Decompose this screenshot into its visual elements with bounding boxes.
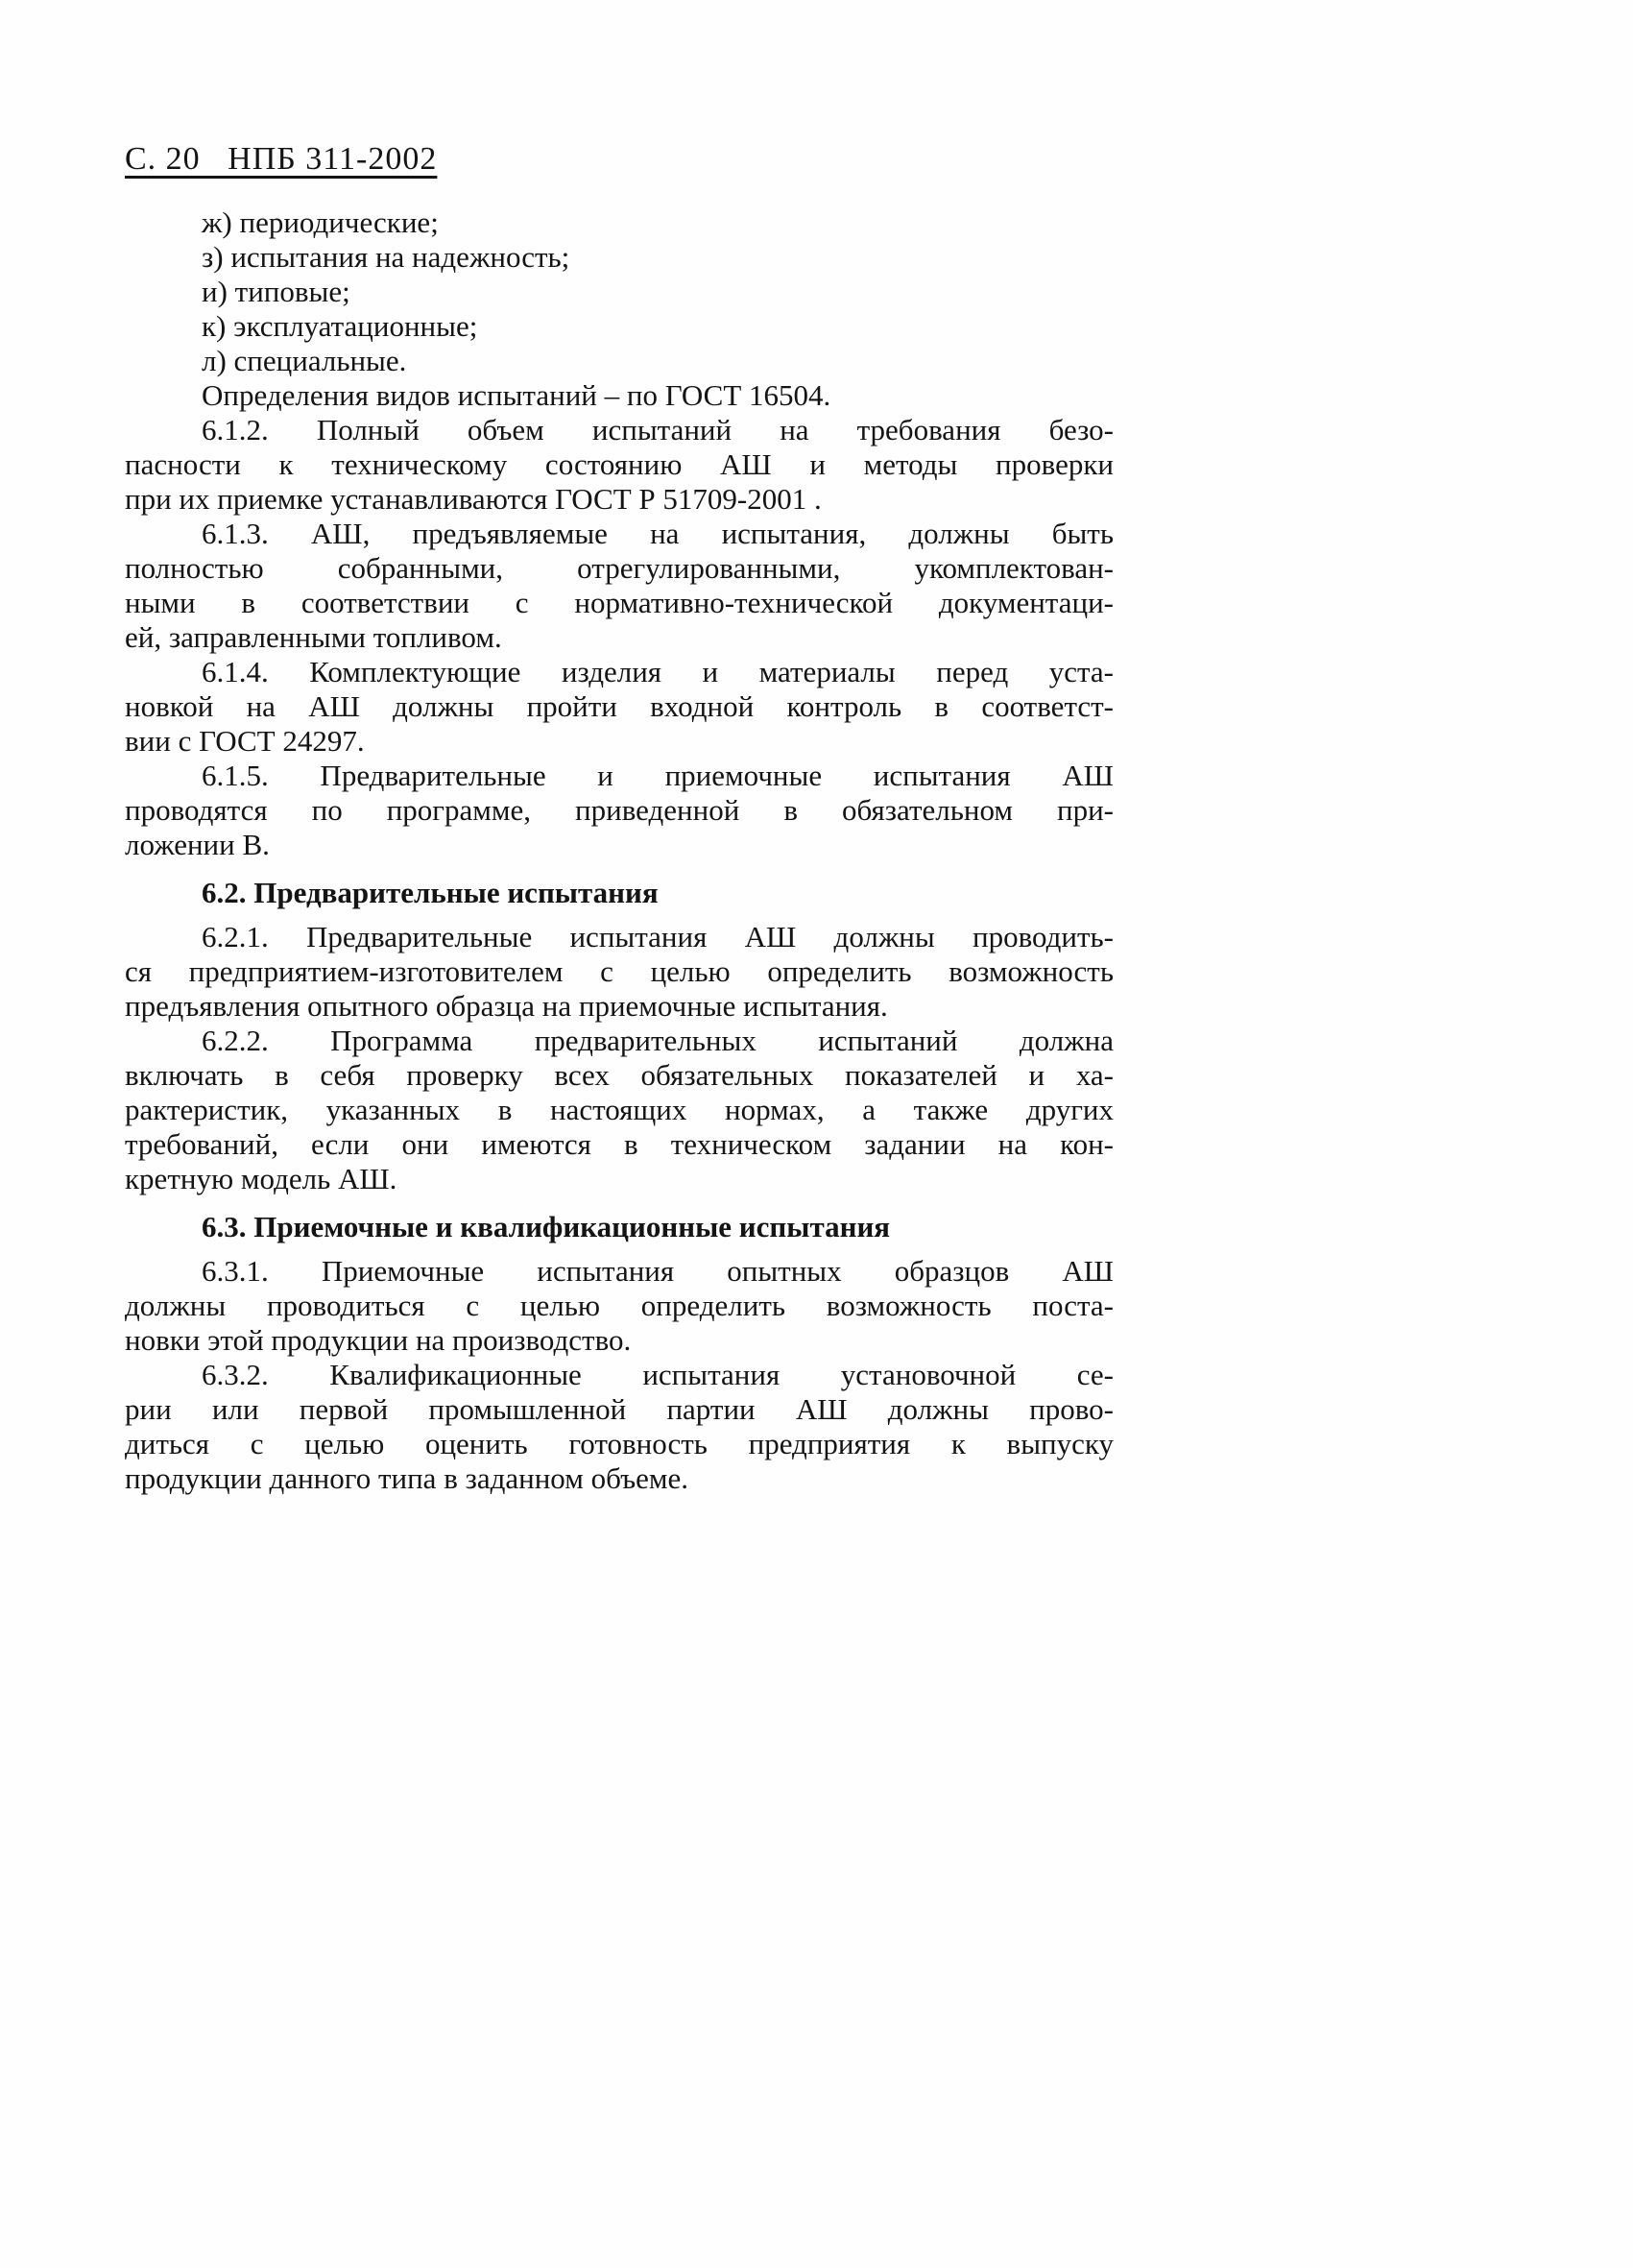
paragraph xyxy=(125,1024,1114,1196)
text-line: требований, если они имеются в техническом задании на кон- xyxy=(125,1127,1114,1161)
document-body xyxy=(125,205,1114,1496)
text-line: 6.2.1. Предварительные испытания АШ должны проводить- xyxy=(202,920,1114,953)
paragraph xyxy=(125,413,1114,517)
text-line: при их приемке устанавливаются ГОСТ Р 51709-2001 . xyxy=(125,482,822,516)
text-line: ся предприятием-изготовителем с целью определить возможность xyxy=(125,954,1114,988)
text-line: 6.2.2. Программа предварительных испытаний должна xyxy=(202,1024,1114,1057)
list-item-line: и) типовые; xyxy=(202,275,350,308)
paragraph xyxy=(125,1254,1114,1358)
text-line: должны проводиться с целью определить возможность поста- xyxy=(125,1289,1114,1322)
paragraph xyxy=(125,655,1114,759)
list-item-line: з) испытания на надежность; xyxy=(202,240,570,274)
text-line: продукции данного типа в заданном объеме. xyxy=(125,1461,688,1495)
text-line: новкой на АШ должны пройти входной контроль в соответст- xyxy=(125,689,1114,723)
list-item-line: ж) периодические; xyxy=(202,205,439,239)
list-item-line: к) эксплуатационные; xyxy=(202,309,478,343)
text-line: ложении В. xyxy=(125,828,270,861)
text-line: диться с целью оценить готовность предприятия к выпуску xyxy=(125,1427,1114,1460)
text-line: 6.3.1. Приемочные испытания опытных образцов АШ xyxy=(202,1254,1114,1288)
text-line: 6.1.2. Полный объем испытаний на требования безо- xyxy=(202,413,1114,446)
paragraph xyxy=(125,517,1114,655)
text-line: проводятся по программе, приведенной в обязательном при- xyxy=(125,793,1114,827)
page-header xyxy=(125,140,437,179)
text-line: рии или первой промышленной партии АШ должны прово- xyxy=(125,1392,1114,1426)
text-line: полностью собранными, отрегулированными, укомплектован- xyxy=(125,551,1114,585)
text-line: включать в себя проверку всех обязательных показателей и ха- xyxy=(125,1058,1114,1092)
list-item-line: Определения видов испытаний – по ГОСТ 16504. xyxy=(202,378,831,412)
text-line: рактеристик, указанных в настоящих нормах, а также других xyxy=(125,1093,1114,1126)
paragraph xyxy=(125,920,1114,1024)
text-line: предъявления опытного образца на приемочные испытания. xyxy=(125,989,888,1023)
text-line: ей, заправленными топливом. xyxy=(125,620,502,654)
text-line: 6.1.3. АШ, предъявляемые на испытания, должны быть xyxy=(202,517,1114,550)
text-line: вии с ГОСТ 24297. xyxy=(125,724,365,758)
text-line: 6.1.5. Предварительные и приемочные испытания АШ xyxy=(202,759,1114,792)
text-line: пасности к техническому состоянию АШ и методы проверки xyxy=(125,447,1114,481)
text-line: кретную модель АШ. xyxy=(125,1162,397,1195)
text-line: новки этой продукции на производство. xyxy=(125,1323,632,1357)
paragraph xyxy=(125,1358,1114,1496)
text-line: 6.1.4. Комплектующие изделия и материалы перед уста- xyxy=(202,655,1114,688)
section-heading: 6.3. Приемочные и квалификационные испытания xyxy=(202,1210,891,1243)
section-heading: 6.2. Предварительные испытания xyxy=(202,876,659,909)
text-line: 6.3.2. Квалификационные испытания установочной се- xyxy=(202,1358,1114,1391)
text-line: ными в соответствии с нормативно-технической документаци- xyxy=(125,586,1114,619)
list-item-line: л) специальные. xyxy=(202,344,407,377)
paragraph xyxy=(125,759,1114,862)
page-header-text: С. 20 НПБ 311-2002 xyxy=(125,141,438,177)
